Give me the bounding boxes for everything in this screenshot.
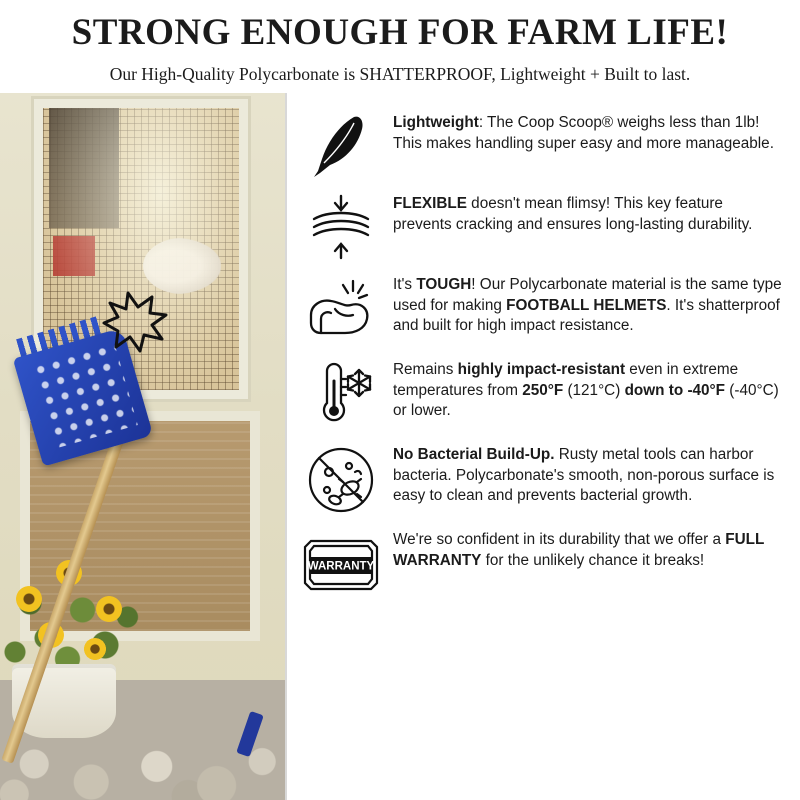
feature-tough [299, 273, 784, 347]
warranty-badge-label: WARRANTY [307, 560, 375, 573]
feature-lightweight [299, 111, 784, 181]
no-bacteria-icon [299, 443, 383, 517]
flexed-bicep-icon [299, 273, 383, 347]
page-subtitle: Our High-Quality Polycarbonate is SHATTERPROOF, Lightweight + Built to last. [109, 63, 691, 84]
flexible-arrows-icon [299, 192, 383, 262]
feature-list [285, 93, 800, 800]
feature-text: Remains highly impact-resistant even in extreme temperatures from 250°F (121°C) down to -40°F (-40°C) or lower. [393, 360, 779, 420]
impact-burst-icon [94, 289, 170, 355]
feature-no-bacteria [299, 443, 784, 517]
header [0, 0, 800, 93]
thermometer-snowflake-icon [299, 358, 383, 432]
page-title: STRONG ENOUGH FOR FARM LIFE! [71, 12, 729, 53]
feature-text: It's TOUGH! Our Polycarbonate material is the same type used for making FOOTBALL HELMETS. It's shatterproof and built for high impact resistance. [393, 275, 782, 335]
feature-text: Lightweight: The Coop Scoop® weighs less than 1lb! This makes handling super easy and more manageable. [393, 113, 774, 152]
feature-text: FLEXIBLE doesn't mean flimsy! This key feature prevents cracking and ensures long-lasting durability. [393, 194, 753, 233]
feature-warranty [299, 528, 784, 602]
feature-text: We're so confident in its durability that we offer a FULL WARRANTY for the unlikely chance it breaks! [393, 530, 765, 569]
feature-text: No Bacterial Build-Up. Rusty metal tools can harbor bacteria. Polycarbonate's smooth, non-porous surface is easy to clean and prevents bacterial growth. [393, 445, 775, 505]
warranty-badge-icon [299, 528, 383, 602]
content-body [0, 93, 800, 800]
flower [16, 586, 42, 612]
feather-icon [299, 111, 383, 181]
flower [84, 638, 106, 660]
product-photo [0, 93, 285, 800]
flower [96, 596, 122, 622]
feature-temperature [299, 358, 784, 432]
feature-flexible [299, 192, 784, 262]
